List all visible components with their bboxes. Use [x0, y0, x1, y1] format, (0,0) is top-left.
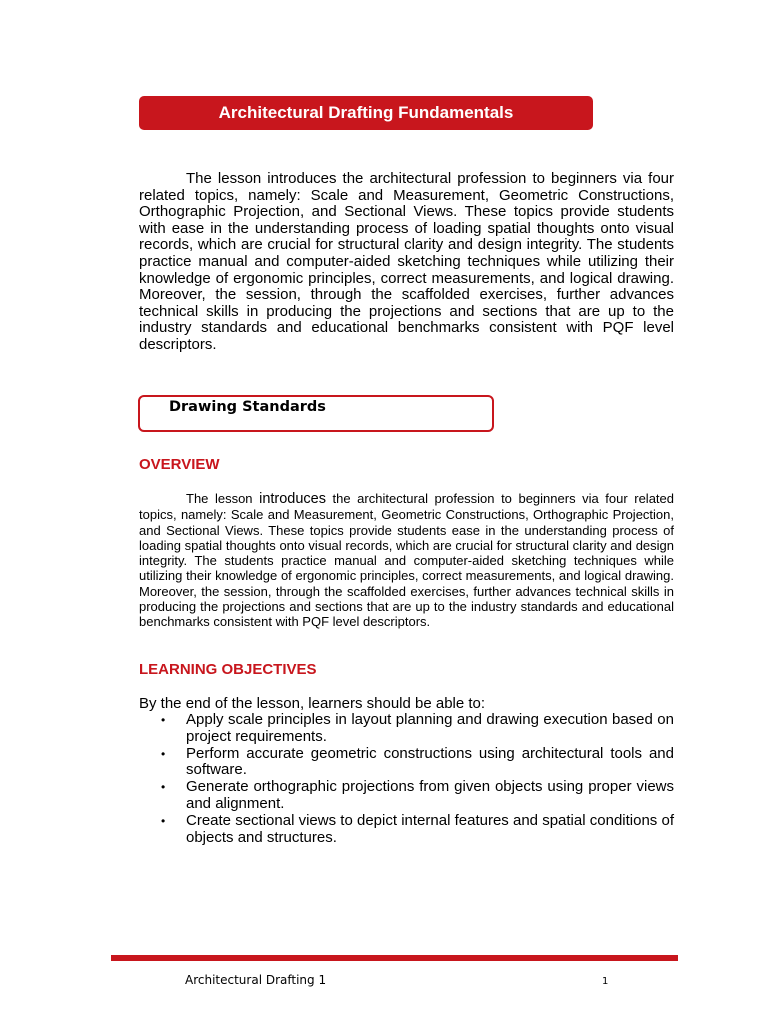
list-item	[139, 779, 674, 813]
objectives-heading: LEARNING OBJECTIVES	[139, 661, 317, 678]
list-item-text: Perform accurate geometric constructions using architectural tools and software.	[186, 744, 674, 779]
overview-text-emphasis: introduces	[259, 491, 326, 507]
list-item	[139, 746, 674, 780]
objectives-lead: By the end of the lesson, learners should be able to:	[139, 695, 486, 712]
bullet-icon: •	[161, 713, 166, 727]
footer-divider	[111, 955, 678, 961]
intro-paragraph: The lesson introduces the architectural profession to beginners via four related topics, namely: Scale and Measurement, Geometric Constructions, Orthographic Projection, and Sectional Views. These topics provide students with ease in the understanding process of loading spatial thoughts onto visual records, which are crucial for structural clarity and design integrity. The students practice manual and computer-aided sketching techniques while utilizing their knowledge of ergonomic principles, correct measurements, and logical drawing. Moreover, the session, through the scaffolded exercises, further advances technical skills in producing the projections and sections that are up to the industry standards and educational benchmarks consistent with PQF level descriptors.	[139, 170, 674, 353]
document-title: Architectural Drafting Fundamentals	[218, 103, 514, 122]
section-title-box	[138, 395, 494, 432]
overview-paragraph	[139, 491, 674, 630]
list-item-text: Apply scale principles in layout planning and drawing execution based on project requirements.	[186, 711, 674, 745]
bullet-icon: •	[161, 813, 166, 828]
title-banner	[139, 96, 593, 130]
section-title: Drawing Standards	[169, 399, 326, 415]
objectives-list	[139, 712, 674, 846]
bullet-icon: •	[161, 780, 166, 795]
overview-heading: OVERVIEW	[139, 456, 220, 473]
overview-text-start: The lesson	[186, 491, 260, 506]
overview-text-rest: the architectural profession to beginners via four related topics, namely: Scale and Measurement, Geometric Constructions, Orthographic Projection, and Sectional Views. These topics provide students ease in the understanding process of loading spatial thoughts onto visual records, which are crucial for structural clarity and design integrity. The students practice manual and computer-aided sketching techniques while utilizing their knowledge of ergonomic principles, correct measurements, and logical drawing. Moreover, the session, through the scaffolded exercises, further advances technical skills in producing the projections and sections that are up to the industry standards and educational benchmarks consistent with PQF level descriptors.	[139, 491, 674, 630]
page-number: 1	[602, 976, 609, 987]
bullet-icon: •	[161, 746, 166, 761]
list-item-text: Create sectional views to depict internal features and spatial conditions of objects and structures.	[186, 811, 674, 846]
list-item-text: Generate orthographic projections from given objects using proper views and alignment.	[186, 778, 674, 812]
footer-course-label: Architectural Drafting 1	[185, 973, 327, 987]
list-item	[139, 813, 674, 847]
list-item	[139, 712, 674, 746]
